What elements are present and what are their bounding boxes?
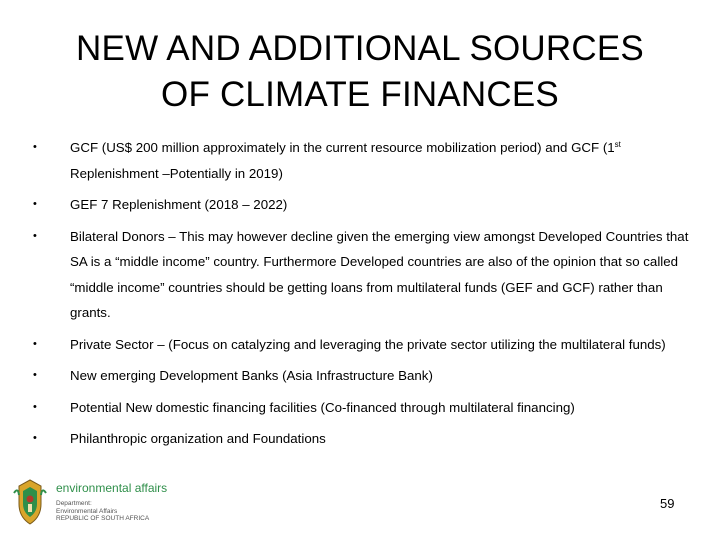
slide-title xyxy=(0,26,720,118)
bullet-item-gef xyxy=(33,192,693,218)
title-line-2: OF CLIMATE FINANCES xyxy=(161,75,559,114)
bullet-item-domestic-financing xyxy=(33,395,693,421)
bullet-text: GCF (US$ 200 million approximately in the current resource mobilization period) and GCF (1 xyxy=(70,140,615,155)
bullet-text: Private Sector – (Focus on catalyzing and leveraging the private sector utilizing the multilateral funds) xyxy=(70,336,666,352)
department-line-3: REPUBLIC OF SOUTH AFRICA xyxy=(56,515,150,522)
brand-name: environmental affairs xyxy=(56,481,168,495)
bullet-icon: • xyxy=(33,229,37,242)
department-line-1: Department: xyxy=(56,500,92,507)
bullet-text: New emerging Development Banks (Asia Infrastructure Bank) xyxy=(70,368,433,383)
bullet-item-bilateral xyxy=(33,224,693,326)
bullet-icon: • xyxy=(33,337,37,350)
bullet-icon: • xyxy=(33,369,37,381)
bullet-item-development-banks xyxy=(33,363,693,389)
logo-text xyxy=(56,481,167,523)
bullet-list xyxy=(33,135,693,458)
bullet-superscript: st xyxy=(614,140,621,149)
bullet-icon: • xyxy=(33,141,37,153)
bullet-text: Bilateral Donors – This may however decline given the emerging view amongst Developed Countries that SA is a “middle income” country. Furthermore Developed countries are also of the opinion that so called “middle income” countries should be getting loans from multilateral funds (GEF and GCF) rather than grants. xyxy=(70,228,689,320)
title-line-1: NEW AND ADDITIONAL SOURCES xyxy=(76,29,644,68)
department-line-2: Environmental Affairs xyxy=(56,507,118,515)
page-number: 59 xyxy=(660,496,675,511)
bullet-item-gcf xyxy=(33,135,693,186)
bullet-icon: • xyxy=(33,400,37,413)
bullet-icon: • xyxy=(33,432,37,444)
bullet-text: GEF 7 Replenishment (2018 – 2022) xyxy=(70,197,288,212)
department-logo xyxy=(10,477,168,527)
bullet-item-philanthropic xyxy=(33,426,693,452)
bullet-item-private-sector xyxy=(33,332,693,358)
coat-of-arms-icon xyxy=(10,477,50,527)
bullet-text: Potential New domestic financing facilities (Co-financed through multilateral financing) xyxy=(70,399,575,415)
bullet-text: Philanthropic organization and Foundations xyxy=(70,431,326,446)
bullet-icon: • xyxy=(33,198,37,210)
bullet-text-continued: Replenishment –Potentially in 2019) xyxy=(70,165,283,181)
